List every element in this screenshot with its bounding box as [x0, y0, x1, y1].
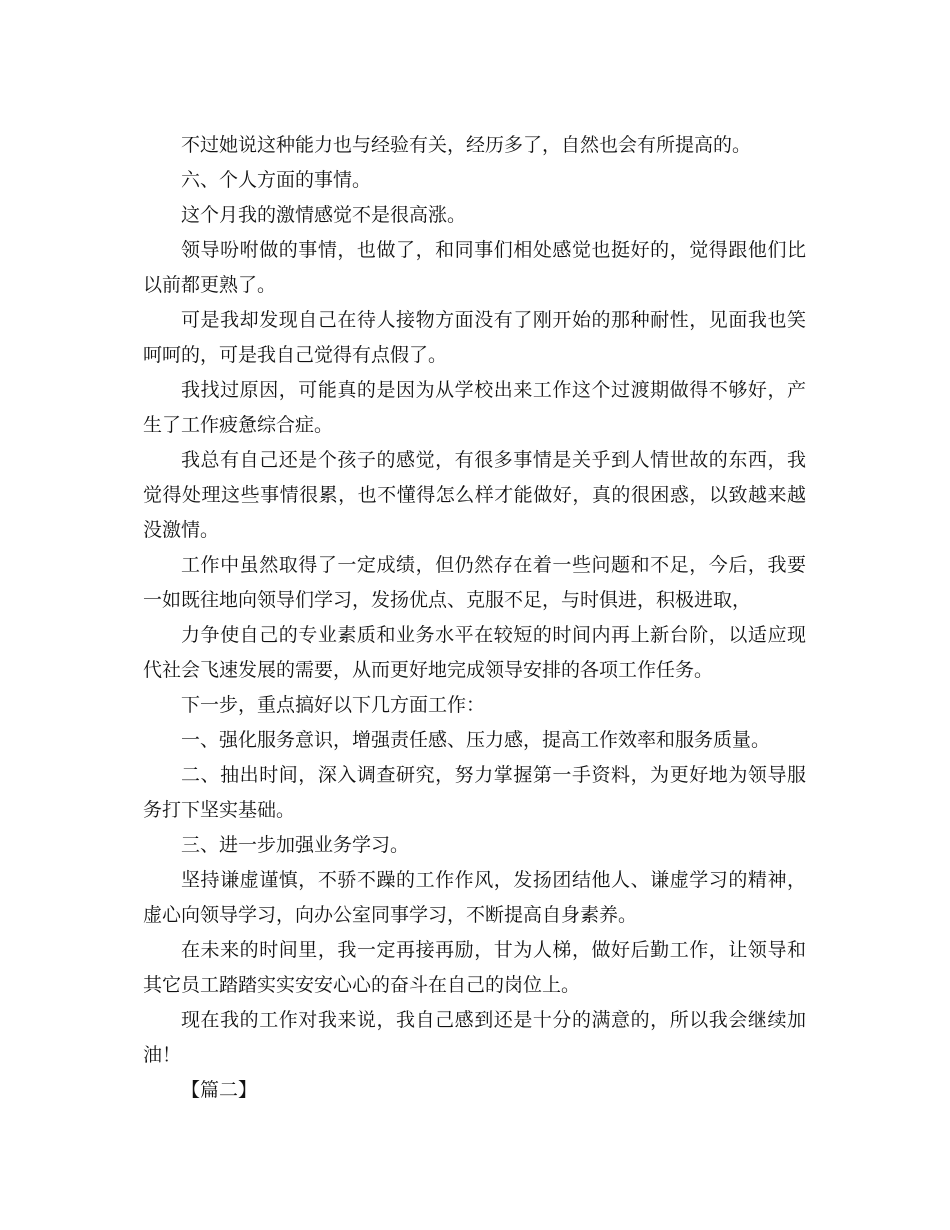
paragraph: 坚持谦虚谨慎，不骄不躁的工作作风，发扬团结他人、谦虚学习的精神，虚心向领导学习，向办公室同事学习，不断提高自身素养。: [143, 869, 806, 926]
paragraph: 工作中虽然取得了一定成绩，但仍然存在着一些问题和不足，今后，我要一如既往地向领导们学习，发扬优点、克服不足，与时俱进，积极进取，: [143, 554, 806, 611]
list-item: 一、强化服务意识，增强责任感、压力感，提高工作效率和服务质量。: [181, 729, 771, 751]
paragraph: 我总有自己还是个孩子的感觉，有很多事情是关乎到人情世故的东西，我觉得处理这些事情很累，也不懂得怎么样才能做好，真的很困惑，以致越来越没激情。: [143, 449, 806, 541]
list-item: 二、抽出时间，深入调查研究，努力掌握第一手资料，为更好地为领导服务打下坚实基础。: [143, 764, 806, 821]
document-body: [143, 128, 806, 1108]
paragraph: 下一步，重点搞好以下几方面工作：: [181, 694, 486, 716]
paragraph: 力争使自己的专业素质和业务水平在较短的时间内再上新台阶，以适应现代社会飞速发展的需要，从而更好地完成领导安排的各项工作任务。: [143, 624, 806, 681]
section-marker: 【篇二】: [181, 1079, 258, 1101]
paragraph: 领导吩咐做的事情，也做了，和同事们相处感觉也挺好的，觉得跟他们比以前都更熟了。: [143, 239, 806, 296]
list-item: 三、进一步加强业务学习。: [181, 834, 410, 856]
paragraph: 我找过原因，可能真的是因为从学校出来工作这个过渡期做得不够好，产生了工作疲惫综合症。: [143, 379, 806, 436]
paragraph: 可是我却发现自己在待人接物方面没有了刚开始的那种耐性，见面我也笑呵呵的，可是我自己觉得有点假了。: [143, 309, 806, 366]
paragraph: 不过她说这种能力也与经验有关，经历多了，自然也会有所提高的。: [181, 134, 752, 156]
paragraph: 这个月我的激情感觉不是很高涨。: [181, 204, 467, 226]
section-heading: 六、个人方面的事情。: [181, 169, 372, 191]
paragraph: 现在我的工作对我来说，我自己感到还是十分的满意的，所以我会继续加油！: [143, 1009, 806, 1066]
paragraph: 在未来的时间里，我一定再接再励，甘为人梯，做好后勤工作，让领导和其它员工踏踏实实安安心心的奋斗在自己的岗位上。: [143, 939, 806, 996]
